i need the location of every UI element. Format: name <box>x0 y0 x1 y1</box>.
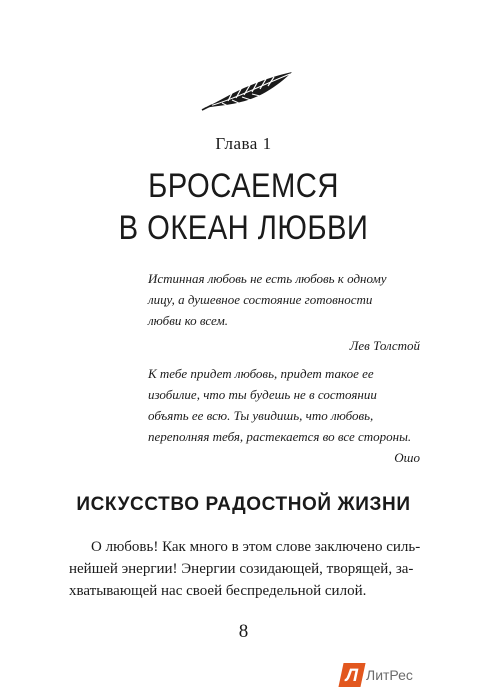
epigraph-line: любви ко всем. <box>148 313 228 328</box>
epigraph-osho <box>148 363 420 468</box>
epigraph-line: переполняя тебя, растекается во все стороны. <box>148 429 412 444</box>
publisher-logo-mark: Л <box>338 663 365 687</box>
epigraph-tolstoy <box>148 268 420 356</box>
section-heading: ИСКУССТВО РАДОСТНОЙ ЖИЗНИ <box>76 494 411 515</box>
epigraph-line: К тебе придет любовь, придет такое ее <box>148 366 374 381</box>
epigraph-quote <box>148 363 420 447</box>
epigraph-quote <box>148 268 420 331</box>
publisher-logo-text: ЛитРес <box>366 667 413 683</box>
epigraph-line: изобилие, что ты будешь не в состоянии <box>148 387 377 402</box>
chapter-title-line-1: БРОСАЕМСЯ <box>148 167 339 205</box>
epigraph-line: объять ее всю. Ты увидишь, что любовь, <box>148 408 374 423</box>
body-line: О любовь! Как много в этом слове заключено силь- <box>91 539 421 555</box>
body-line: нейшей энергии! Энергии созидающей, творящей, за- <box>69 561 414 577</box>
epigraph-line: Истинная любовь не есть любовь к одному <box>148 271 387 286</box>
chapter-label: Глава 1 <box>215 134 272 153</box>
epigraph-author: Лев Толстой <box>349 338 420 353</box>
epigraph-line: лицу, а душевное состояние готовности <box>148 292 373 307</box>
body-paragraph <box>69 536 421 602</box>
chapter-title-line-2: В ОКЕАН ЛЮБВИ <box>118 209 369 247</box>
epigraph-author: Ошо <box>394 450 420 465</box>
feather-icon <box>200 68 296 112</box>
publisher-logo <box>341 663 413 687</box>
page-number: 8 <box>238 621 249 642</box>
chapter-title <box>34 165 453 249</box>
body-line: хватывающей нас своей беспредельной силой. <box>69 583 367 599</box>
